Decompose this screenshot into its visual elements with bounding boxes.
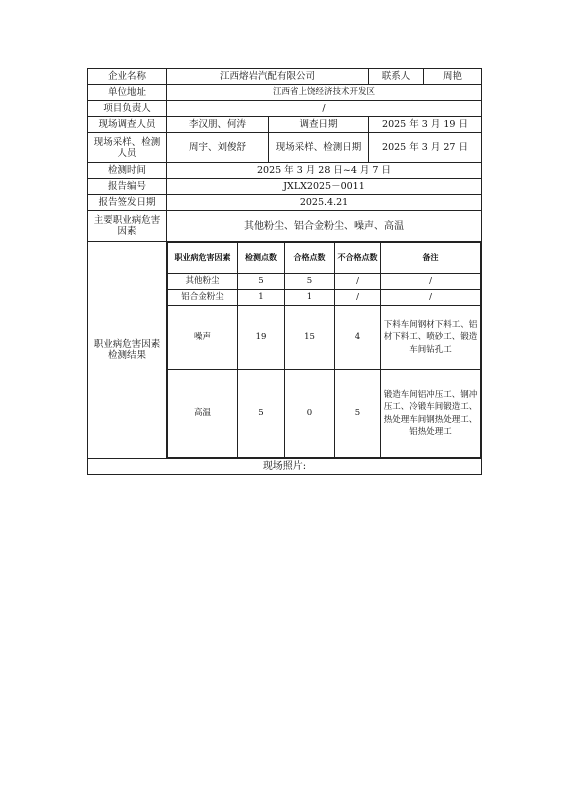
results-cell (167, 242, 482, 459)
note-cell: / (381, 290, 481, 306)
points-cell: 1 (238, 290, 285, 306)
header-fail: 不合格点数 (335, 243, 381, 274)
fail-cell: / (335, 274, 381, 290)
header-factor: 职业病危害因素 (168, 243, 238, 274)
points-cell: 5 (238, 370, 285, 458)
row-address (88, 85, 482, 101)
pass-cell: 15 (285, 306, 335, 370)
note-cell: / (381, 274, 481, 290)
fail-cell: / (335, 290, 381, 306)
survey-staff-value: 李汉朋、何涛 (167, 117, 269, 133)
sampling-staff-label: 现场采样、检测人员 (88, 133, 167, 163)
row-company (88, 69, 482, 85)
results-label: 职业病危害因素检测结果 (88, 242, 167, 459)
issue-date-label: 报告签发日期 (88, 195, 167, 211)
report-no-value: JXLX2025－0011 (167, 179, 482, 195)
sampling-staff-value: 周宇、刘俊舒 (167, 133, 269, 163)
fail-cell: 4 (335, 306, 381, 370)
pass-cell: 5 (285, 274, 335, 290)
sampling-date-value: 2025 年 3 月 27 日 (369, 133, 482, 163)
table-row (168, 290, 481, 306)
results-header-row (168, 243, 481, 274)
header-pass: 合格点数 (285, 243, 335, 274)
row-sampling (88, 133, 482, 163)
survey-date-value: 2025 年 3 月 19 日 (369, 117, 482, 133)
sampling-date-label: 现场采样、检测日期 (269, 133, 369, 163)
issue-date-value: 2025.4.21 (167, 195, 482, 211)
row-project-lead (88, 101, 482, 117)
header-note: 备注 (381, 243, 481, 274)
test-period-value: 2025 年 3 月 28 日~4 月 7 日 (167, 163, 482, 179)
photos-label: 现场照片: (88, 459, 482, 475)
note-cell: 下料车间钢材下料工、铝材下料工、喷砂工、锻造车间钻孔工 (381, 306, 481, 370)
row-results (88, 242, 482, 459)
points-cell: 5 (238, 274, 285, 290)
report-no-label: 报告编号 (88, 179, 167, 195)
test-period-label: 检测时间 (88, 163, 167, 179)
address-value: 江西省上饶经济技术开发区 (167, 85, 482, 101)
row-survey (88, 117, 482, 133)
points-cell: 19 (238, 306, 285, 370)
company-label: 企业名称 (88, 69, 167, 85)
company-value: 江西熔岩汽配有限公司 (167, 69, 369, 85)
main-hazards-label: 主要职业病危害因素 (88, 211, 167, 242)
table-row (168, 306, 481, 370)
factor-cell: 其他粉尘 (168, 274, 238, 290)
row-test-period (88, 163, 482, 179)
factor-cell: 铝合金粉尘 (168, 290, 238, 306)
contact-value: 周艳 (424, 69, 482, 85)
contact-label: 联系人 (369, 69, 424, 85)
row-photos (88, 459, 482, 475)
table-row (168, 370, 481, 458)
project-lead-label: 项目负责人 (88, 101, 167, 117)
row-main-hazards (88, 211, 482, 242)
project-lead-value: / (167, 101, 482, 117)
results-table (167, 242, 481, 458)
main-hazards-value: 其他粉尘、铝合金粉尘、噪声、高温 (167, 211, 482, 242)
table-row (168, 274, 481, 290)
header-points: 检测点数 (238, 243, 285, 274)
row-report-no (88, 179, 482, 195)
survey-date-label: 调查日期 (269, 117, 369, 133)
pass-cell: 0 (285, 370, 335, 458)
note-cell: 锻造车间铝冲压工、钢冲压工、冷锻车间锻造工、热处理车间钢热处理工、铝热处理工 (381, 370, 481, 458)
survey-staff-label: 现场调查人员 (88, 117, 167, 133)
fail-cell: 5 (335, 370, 381, 458)
row-issue-date (88, 195, 482, 211)
factor-cell: 噪声 (168, 306, 238, 370)
factor-cell: 高温 (168, 370, 238, 458)
survey-info-table (87, 68, 482, 475)
address-label: 单位地址 (88, 85, 167, 101)
pass-cell: 1 (285, 290, 335, 306)
